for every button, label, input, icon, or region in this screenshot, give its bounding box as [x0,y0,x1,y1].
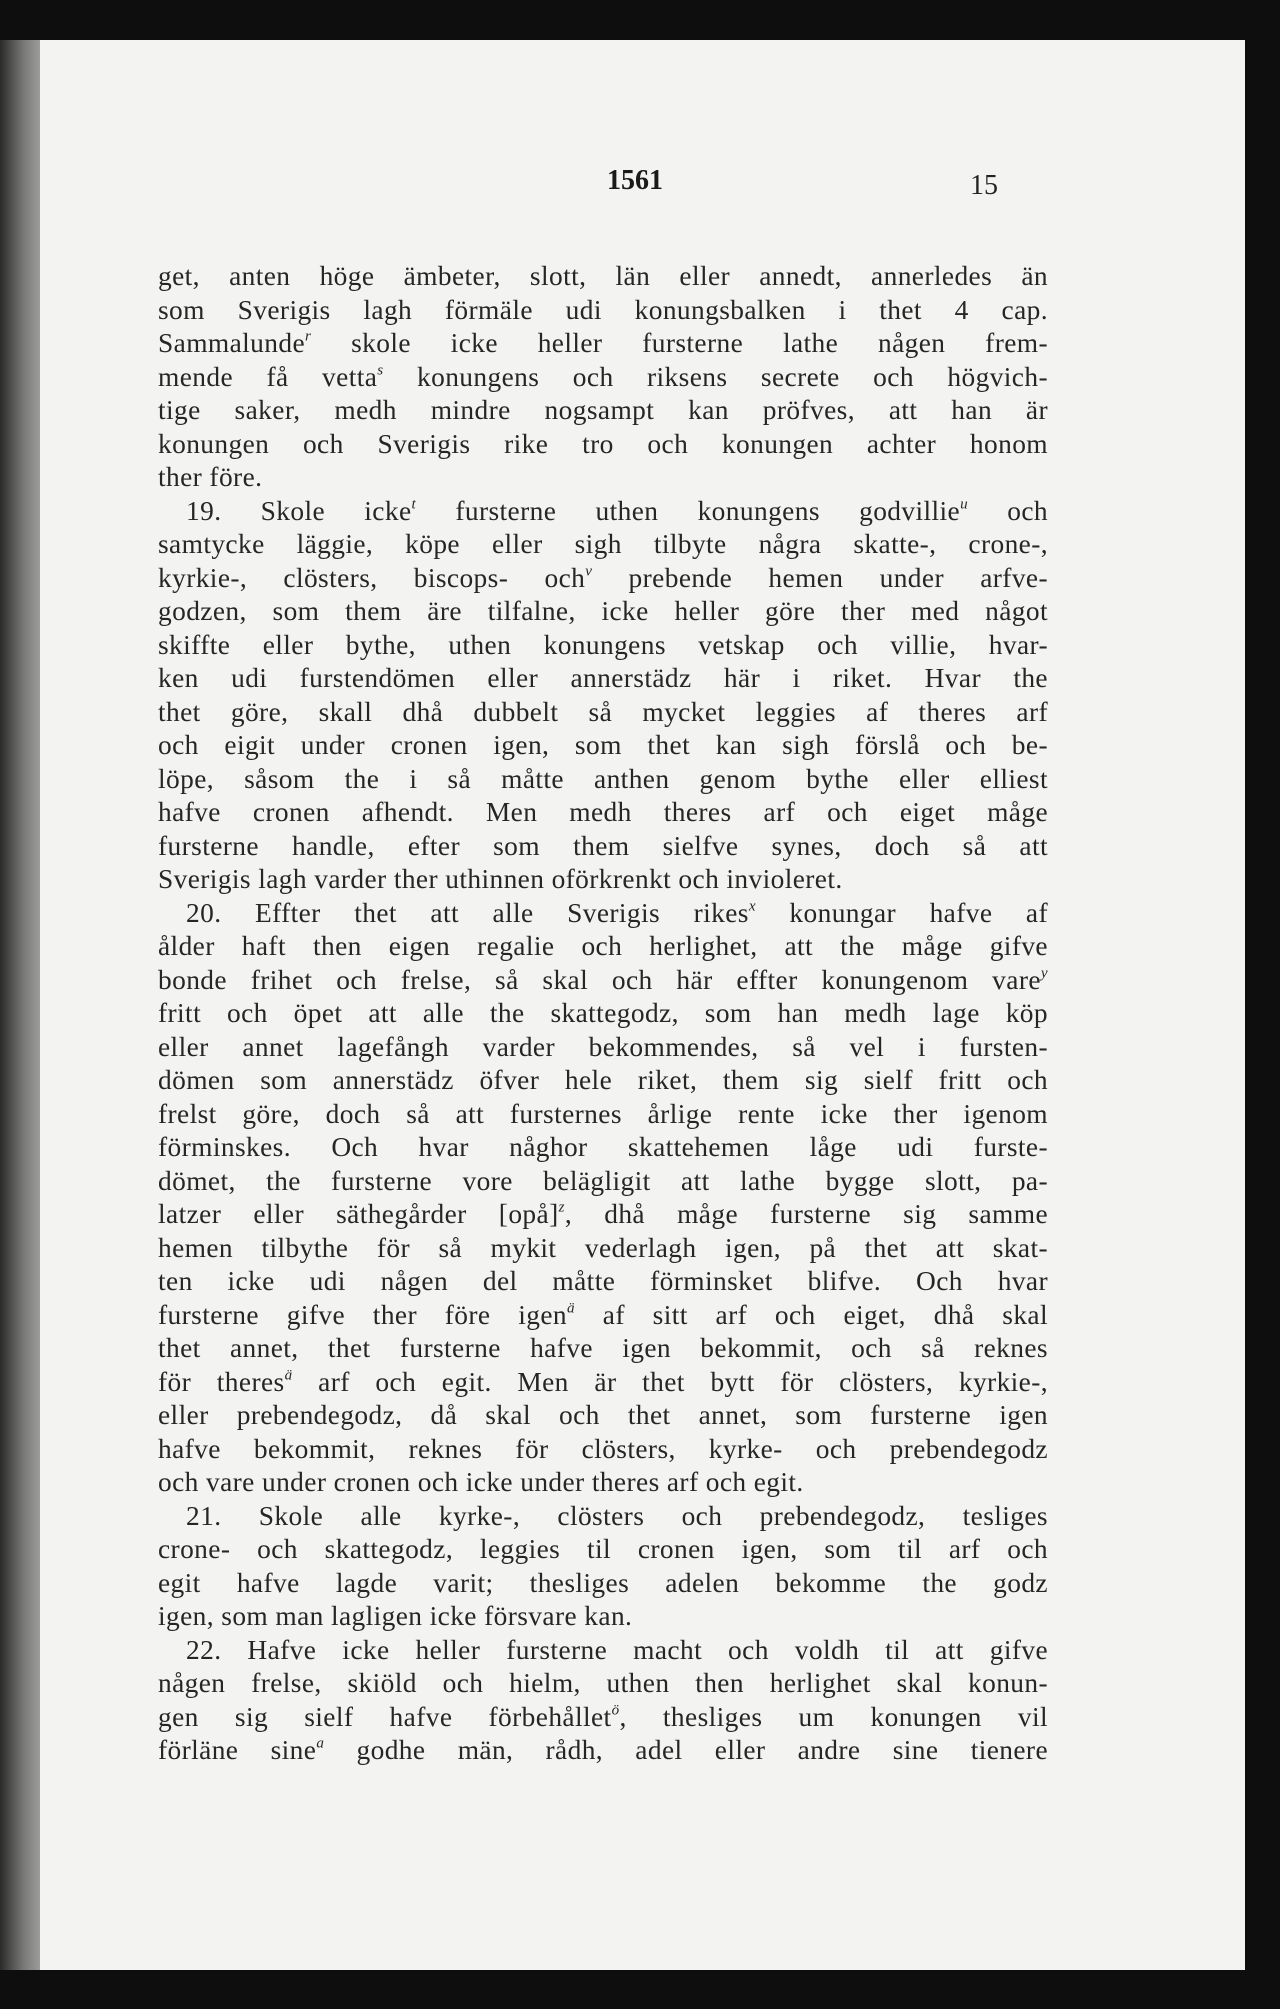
text-line [158,796,1048,830]
text-line [158,595,1048,629]
text-run: konungens och riksens secrete och högvich- [383,361,1048,392]
text-line [158,1466,1048,1500]
text-run: och eigit under cronen igen, som thet kan sigh förslå och be- [158,730,1048,760]
text-run: af sitt arf och eiget, dhå skal [574,1299,1048,1330]
text-run: förläne sine [158,1735,317,1765]
text-run: tige saker, medh mindre nogsampt kan pröfves, att han är [158,395,1048,425]
text-run: hafve cronen afhendt. Men medh theres arf och eiget måge [158,797,1048,827]
footnote-marker: ä [567,1300,575,1317]
text-run: konungen och Sverigis rike tro och konungen achter honom [158,428,1048,459]
text-line [158,629,1048,663]
text-run: samtycke läggie, köpe eller sigh tilbyte några skatte-, crone-, [158,529,1048,559]
text-line [158,528,1048,562]
text-run: någen frelse, skiöld och hielm, uthen then herlighet skal konun- [158,1668,1048,1698]
text-run: kyrkie-, clösters, biscops- och [158,562,586,593]
page-number: 15 [970,170,998,201]
text-line [158,1433,1048,1467]
text-run: 19. Skole icke [186,495,412,526]
text-run: förminskes. Och hvar någhor skattehemen låge udi furste- [158,1132,1048,1162]
text-line [158,495,1048,529]
text-run: skiffte eller bythe, uthen konungens vetskap och villie, hvar- [158,629,1048,660]
text-line [158,1600,1048,1634]
text-run: löpe, såsom the i så måtte anthen genom bythe eller elliest [158,763,1048,794]
text-run: Sammalunde [158,328,306,358]
text-run: dömet, the fursterne vore belägligit att lathe bygge slott, pa- [158,1165,1048,1196]
footnote-marker: s [377,362,384,379]
text-run: prebende hemen under arfve- [592,562,1048,593]
text-run: fritt och öpet att alle the skattegodz, som han medh lage köp [158,998,1048,1028]
text-run: thet göre, skall dhå dubbelt så mycket leggies af theres arf [158,696,1048,727]
text-run: fursterne handle, efter som them sielfve synes, doch så att [158,830,1048,861]
text-line [158,461,1048,495]
text-run: godhe män, rådh, adel eller andre sine tienere [324,1735,1048,1765]
text-run: gen sig sielf hafve förbehållet [158,1701,612,1732]
text-line [158,394,1048,428]
text-line [158,1165,1048,1199]
text-line [158,1064,1048,1098]
text-line [158,1701,1048,1735]
text-run: dömen som annerstädz öfver hele riket, them sig sielf fritt och [158,1065,1048,1095]
text-run: 22. Hafve icke heller fursterne macht och voldh til att gifve [186,1634,1048,1665]
footnote-marker: v [585,563,593,580]
text-line [158,964,1048,998]
book-page [40,40,1245,1970]
text-run: fursterne uthen konungens godvillie [416,495,961,526]
text-run: och [968,495,1049,526]
footnote-marker: u [960,496,969,513]
text-run: ten icke udi någen del måtte förminsket blifve. Och hvar [158,1266,1048,1296]
text-run: och vare under cronen och icke under theres arf och egit. [158,1467,804,1497]
text-line [158,1634,1048,1668]
text-run: 20. Effter thet att alle Sverigis rikes [186,897,749,928]
text-line [158,1131,1048,1165]
text-line [158,1366,1048,1400]
text-run: konungar hafve af [755,897,1048,928]
body-text [158,260,1048,1768]
text-line [158,930,1048,964]
text-run: , dhå måge fursterne sig samme [564,1199,1048,1229]
text-run: hemen tilbythe för så mykit vederlagh igen, på thet att skat- [158,1232,1048,1263]
text-run: skole icke heller fursterne lathe någen frem- [311,328,1048,358]
footnote-marker: ä [284,1367,293,1384]
text-line [158,696,1048,730]
text-run: som Sverigis lagh förmäle udi konungsbalken i thet 4 cap. [158,294,1048,325]
text-run: mende få vetta [158,361,378,392]
footnote-marker: x [748,898,756,915]
text-run: latzer eller säthegårder [opå] [158,1199,559,1229]
text-line [158,1299,1048,1333]
text-line [158,763,1048,797]
text-line [158,1098,1048,1132]
text-run: , thesliges um konungen vil [619,1701,1048,1732]
text-run: egit hafve lagde varit; thesliges adelen bekomme the godz [158,1567,1048,1598]
text-run: igen, som man lagligen icke försvare kan. [158,1601,633,1631]
footnote-marker: z [558,1199,565,1216]
text-run: ken udi furstendömen eller annerstädz här i riket. Hvar the [158,663,1048,693]
text-run: arf och egit. Men är thet bytt för clösters, kyrkie-, [292,1366,1049,1397]
text-line [158,327,1048,361]
text-line [158,361,1048,395]
text-line [158,1332,1048,1366]
text-run: frelst göre, doch så att fursternes årlige rente icke ther igenom [158,1098,1048,1129]
footnote-marker: r [305,328,312,345]
text-run: Sverigis lagh varder ther uthinnen oförkrenkt och invioleret. [158,864,843,894]
footnote-marker: ö [611,1702,620,1719]
text-line [158,1500,1048,1534]
text-run: 21. Skole alle kyrke-, clösters och prebendegodz, tesliges [186,1500,1048,1531]
text-run: fursterne gifve ther före igen [158,1299,568,1330]
text-line [158,1567,1048,1601]
text-run: godzen, som them äre tilfalne, icke heller göre ther med något [158,596,1048,626]
text-line [158,1265,1048,1299]
text-run: bonde frihet och frelse, så skal och här effter konungenom vare [158,964,1041,995]
text-line [158,260,1048,294]
text-line [158,428,1048,462]
text-line [158,830,1048,864]
text-line [158,662,1048,696]
footnote-marker: y [1040,965,1048,982]
text-line [158,863,1048,897]
text-line [158,1734,1048,1768]
text-line [158,1031,1048,1065]
book-spine-shadow [0,40,40,1970]
text-run: thet annet, thet fursterne hafve igen bekommit, och så reknes [158,1333,1048,1363]
text-line [158,294,1048,328]
text-line [158,562,1048,596]
text-line [158,1232,1048,1266]
running-header-year: 1561 [607,165,663,196]
text-run: crone- och skattegodz, leggies til cronen igen, som til arf och [158,1534,1048,1564]
text-run: ther före. [158,462,263,492]
text-run: hafve bekommit, reknes för clösters, kyrke- och prebendegodz [158,1433,1048,1464]
text-run: ålder haft then eigen regalie och herlighet, att the måge gifve [158,931,1048,961]
text-line [158,1198,1048,1232]
text-run: eller annet lagefångh varder bekommendes, så vel i fursten- [158,1031,1048,1062]
text-line [158,729,1048,763]
text-line [158,1533,1048,1567]
text-line [158,1399,1048,1433]
text-line [158,1667,1048,1701]
footnote-marker: a [316,1735,325,1752]
text-run: eller prebendegodz, då skal och thet annet, som fursterne igen [158,1400,1048,1430]
text-run: get, anten höge ämbeter, slott, län eller annedt, annerledes än [158,261,1048,291]
text-line [158,897,1048,931]
text-run: för theres [158,1366,285,1397]
footnote-marker: t [411,496,417,513]
text-line [158,997,1048,1031]
